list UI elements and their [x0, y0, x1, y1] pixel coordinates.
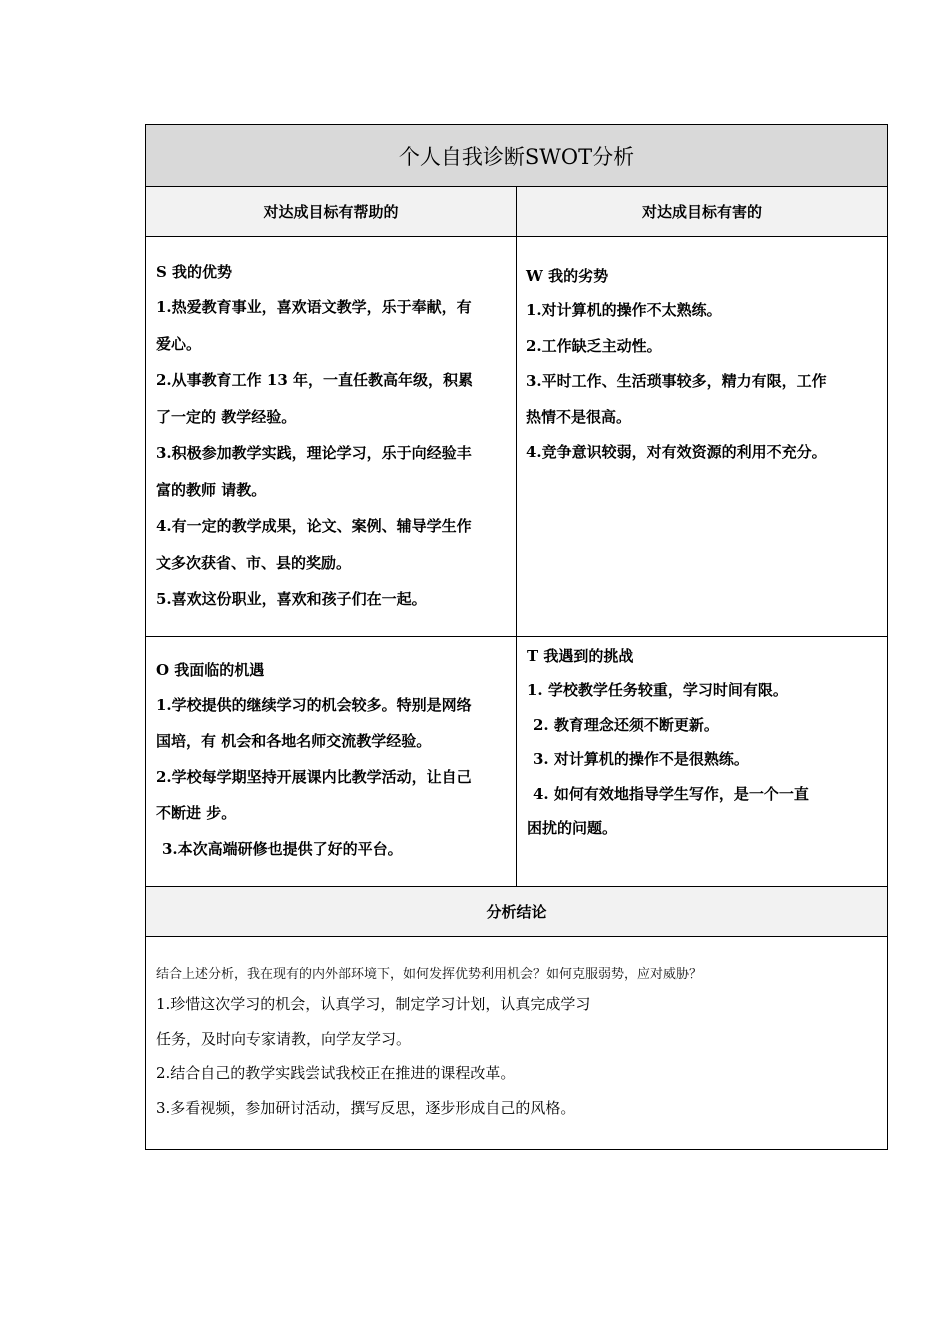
strength-line: 了一定的 教学经验。 — [156, 407, 297, 426]
threats-cell — [517, 637, 887, 886]
column-header-row — [146, 187, 887, 237]
conclusion-intro: 结合上述分析，我在现有的内外部环境下，如何发挥优势利用机会？如何克服弱势，应对威胁？ — [156, 967, 703, 982]
strength-line: 4.有一定的教学成果，论文、案例、辅导学生作 — [156, 517, 472, 535]
opportunity-line: 国培，有 机会和各地名师交流教学经验。 — [156, 732, 432, 750]
opportunities-cell — [146, 637, 517, 886]
conclusion-heading: 分析结论 — [146, 887, 887, 937]
header-harmful: 对达成目标有害的 — [641, 203, 762, 221]
weakness-line: 热情不是很高。 — [526, 407, 632, 426]
threat-line: 3. 对计算机的操作不是很熟练。 — [533, 750, 749, 768]
weakness-line: 2.工作缺乏主动性。 — [526, 336, 662, 355]
strength-line: 5.喜欢这份职业，喜欢和孩子们在一起。 — [156, 590, 427, 608]
opportunities-heading: O 我面临的机遇 — [156, 661, 265, 679]
strength-line: 爱心。 — [156, 334, 202, 353]
weakness-line: 3.平时工作、生活琐事较多，精力有限，工作 — [526, 372, 827, 390]
conclusion-line: 3.多看视频，参加研讨活动，撰写反思，逐步形成自己的风格。 — [156, 1098, 576, 1117]
strengths-weaknesses-row — [146, 237, 887, 637]
threats-heading: T 我遇到的挑战 — [527, 647, 634, 665]
threat-line: 4. 如何有效地指导学生写作，是一个一直 — [533, 784, 809, 803]
weaknesses-heading: W 我的劣势 — [526, 267, 609, 285]
strength-line: 文多次获省、市、县的奖励。 — [156, 553, 352, 572]
strengths-cell — [146, 237, 517, 636]
opportunities-threats-row — [146, 637, 887, 887]
weaknesses-cell — [517, 237, 887, 636]
threat-line: 2. 教育理念还须不断更新。 — [533, 715, 719, 734]
opportunity-line: 1.学校提供的继续学习的机会较多。特别是网络 — [156, 696, 472, 714]
threat-line: 1. 学校教学任务较重，学习时间有限。 — [527, 681, 788, 699]
weakness-line: 1.对计算机的操作不太熟练。 — [526, 301, 722, 319]
strength-line: 3.积极参加教学实践，理论学习，乐于向经验丰 — [156, 444, 472, 462]
header-helpful: 对达成目标有帮助的 — [146, 187, 517, 236]
conclusion-line: 2.结合自己的教学实践尝试我校正在推进的课程改革。 — [156, 1064, 516, 1082]
opportunity-line: 2.学校每学期坚持开展课内比教学活动，让自己 — [156, 768, 472, 786]
table-title: 个人自我诊断SWOT分析 — [146, 125, 887, 187]
strength-line: 富的教师 请教。 — [156, 480, 267, 499]
strength-line: 2.从事教育工作 13 年，一直任教高年级，积累 — [156, 371, 473, 389]
threat-line: 困扰的问题。 — [527, 819, 618, 837]
strength-line: 1.热爱教育事业，喜欢语文教学，乐于奉献，有 — [156, 298, 472, 316]
conclusion-line: 1.珍惜这次学习的机会，认真学习，制定学习计划，认真完成学习 — [156, 995, 591, 1013]
opportunity-line: 不断进 步。 — [156, 804, 237, 822]
conclusion-line: 任务，及时向专家请教，向学友学习。 — [156, 1029, 412, 1048]
strengths-heading: S 我的优势 — [156, 263, 233, 281]
opportunity-line: 3.本次高端研修也提供了好的平台。 — [162, 840, 403, 858]
swot-table — [145, 124, 888, 1150]
conclusion-body — [146, 937, 887, 1149]
weakness-line: 4.竞争意识较弱，对有效资源的利用不充分。 — [526, 443, 827, 461]
